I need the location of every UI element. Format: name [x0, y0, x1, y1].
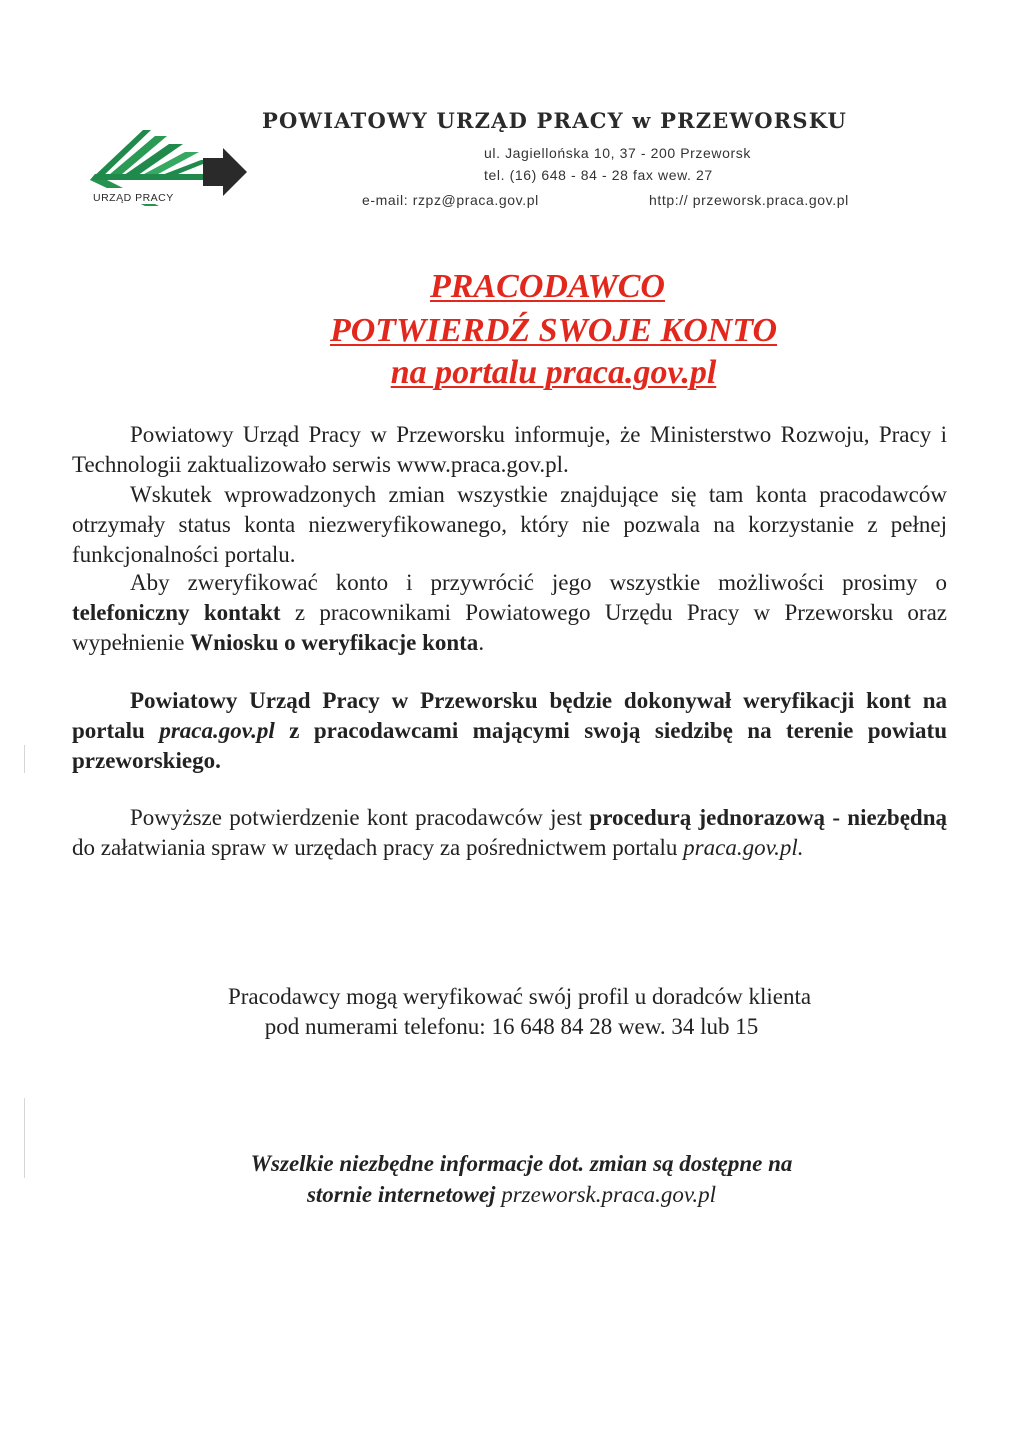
footer-line-1: Wszelkie niezbędne informacje dot. zmian są dostępne na — [250, 1151, 793, 1176]
paragraph-3-text-c: z pracownikami Powiatowego Urzędu Pracy w Przeworsku oraz wypełnienie — [72, 600, 947, 655]
footer-line-2 — [0, 1180, 1023, 1210]
paragraph-3-text-e: . — [478, 630, 485, 655]
paragraph-4-portal: praca.gov.pl — [159, 718, 275, 743]
paragraph-2 — [72, 480, 947, 570]
logo-text: URZĄD PRACY — [93, 192, 174, 204]
paragraph-1-text: Powiatowy Urząd Pracy w Przeworsku informuje, że Ministerstwo Rozwoju, Pracy i Technologii zaktualizowało serwis www.praca.gov.pl. — [72, 422, 947, 477]
footer-website[interactable]: przeworsk.praca.gov.pl — [495, 1182, 717, 1207]
paragraph-4-text-a: Powiatowy Urząd Pracy w Przeworsku będzie dokonywał weryfikacji kont na portalu — [72, 688, 947, 743]
paragraph-2-text: Wskutek wprowadzonych zmian wszystkie znajdujące się tam konta pracodawców otrzymały status konta niezweryfikowanego, który nie pozwala na korzystanie z pełnej funkcjonalności portalu. — [72, 482, 947, 567]
address-line: ul. Jagiellońska 10, 37 - 200 Przeworsk — [484, 145, 751, 161]
paragraph-5-text-c: do załatwiania spraw w urzędach pracy za pośrednictwem portalu — [72, 835, 684, 860]
scan-mark — [24, 1098, 25, 1178]
contact-line-1: Pracodawcy mogą weryfikować swój profil u doradców klienta — [227, 984, 812, 1009]
paragraph-5 — [72, 803, 947, 863]
paragraph-4 — [72, 686, 947, 776]
paragraph-5-emphasis: procedurą jednorazową - niezbędną — [589, 805, 947, 830]
paragraph-5-portal: praca.gov.pl. — [683, 835, 804, 860]
headline-line-1: PRACODAWCO — [430, 268, 665, 305]
scan-mark — [24, 745, 25, 773]
urzad-pracy-logo — [85, 122, 255, 212]
paragraph-3-emphasis-contact: telefoniczny kontakt — [72, 600, 281, 625]
website-address[interactable]: http:// przeworsk.praca.gov.pl — [649, 192, 849, 208]
organization-name: POWIATOWY URZĄD PRACY w PRZEWORSKU — [262, 108, 847, 133]
paragraph-3-text-a: Aby zweryfikować konto i przywrócić jego wszystkie możliwości prosimy o — [130, 570, 947, 595]
headline-line-2: POTWIERDŹ SWOJE KONTO — [329, 312, 778, 349]
contact-line-2: pod numerami telefonu: 16 648 84 28 wew. 34 lub 15 — [264, 1014, 759, 1039]
email-address[interactable]: e-mail: rzpz@praca.gov.pl — [362, 192, 539, 208]
paragraph-1 — [72, 420, 947, 480]
paragraph-5-text-a: Powyższe potwierdzenie kont pracodawców jest — [130, 805, 590, 830]
paragraph-3 — [72, 568, 947, 658]
paragraph-4-text-c: z pracodawcami mającymi swoją siedzibę na terenie powiatu przeworskiego. — [72, 718, 948, 773]
headline-line-3: na portalu praca.gov.pl — [390, 354, 717, 391]
paragraph-3-emphasis-form: Wniosku o weryfikacje konta — [190, 630, 479, 655]
footer-line-2-bold: stornie internetowej — [306, 1182, 496, 1207]
phone-line: tel. (16) 648 - 84 - 28 fax wew. 27 — [484, 167, 713, 183]
